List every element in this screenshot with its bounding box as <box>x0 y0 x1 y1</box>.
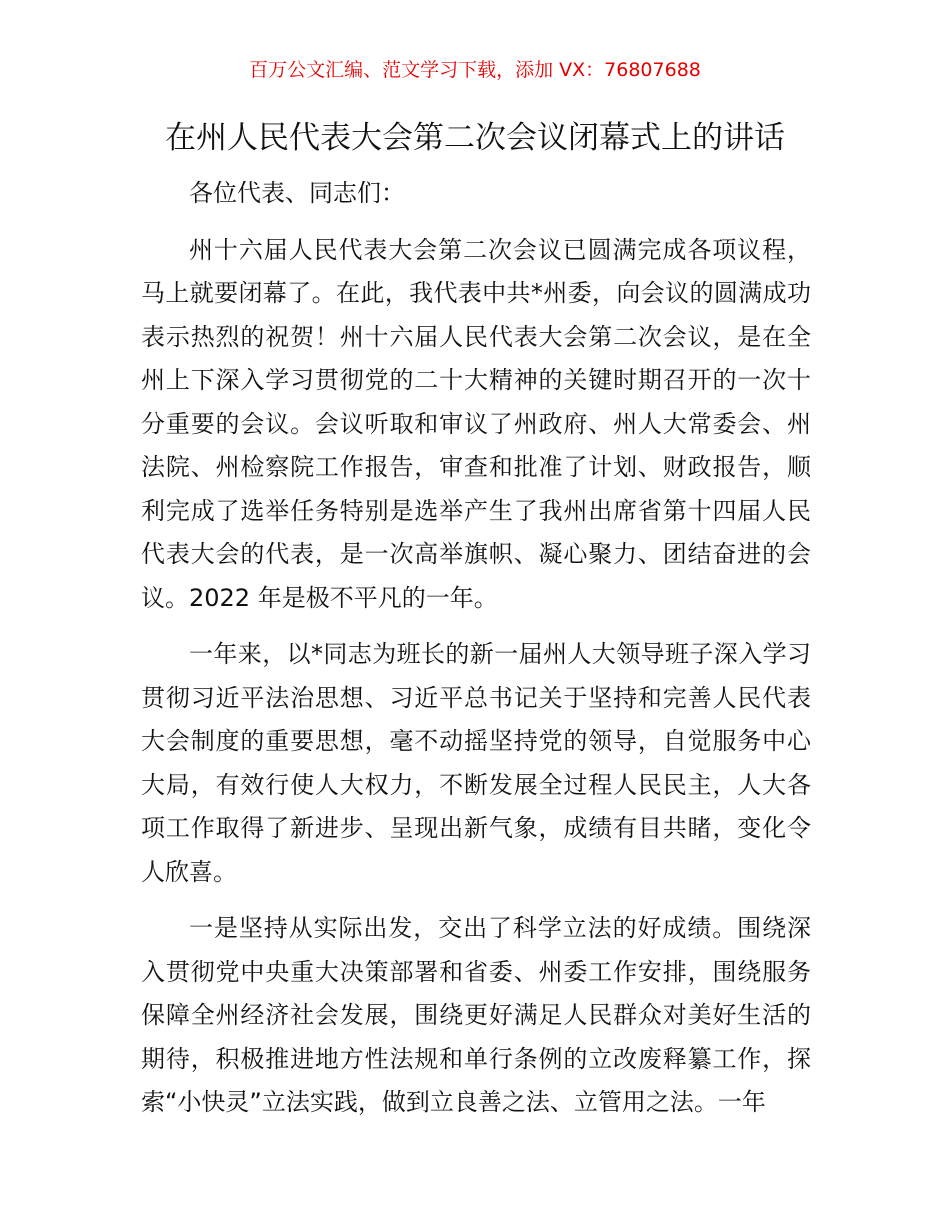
document-title: 在州人民代表大会第二次会议闭幕式上的讲话 <box>165 120 785 156</box>
body-paragraph: 州十六届人民代表大会第二次会议已圆满完成各项议程，马上就要闭幕了。在此，我代表中共*州委，向会议的圆满成功表示热烈的祝贺！州十六届人民代表大会第二次会议，是在全州上下深入学习贯彻党的二十大精神的关键时期召开的一次十分重要的会议。会议听取和审议了州政府、州人大常委会、州法院、州检察院工作报告，审查和批准了计划、财政报告，顺利完成了选举任务特别是选举产生了我州出席省第十四届人民代表大会的代表，是一次高举旗帜、凝心聚力、团结奋进的会议。2022 年是极不平凡的一年。 <box>141 235 811 612</box>
watermark-banner: 百万公文汇编、范文学习下载，添加 VX：76807688 <box>249 59 701 81</box>
document-body <box>141 172 811 1125</box>
salutation-paragraph: 各位代表、同志们： <box>189 179 405 207</box>
body-paragraph: 一是坚持从实际出发，交出了科学立法的好成绩。围绕深入贯彻党中央重大决策部署和省委、州委工作安排，围绕服务保障全州经济社会发展，围绕更好满足人民群众对美好生活的期待，积极推进地方性法规和单行条例的立改废释纂工作，探索“小快灵”立法实践，做到立良善之法、立管用之法。一年 <box>141 914 811 1116</box>
body-paragraph: 一年来，以*同志为班长的新一届州人大领导班子深入学习贯彻习近平法治思想、习近平总书记关于坚持和完善人民代表大会制度的重要思想，毫不动摇坚持党的领导，自觉服务中心大局，有效行使人大权力，不断发展全过程人民民主，人大各项工作取得了新进步、呈现出新气象，成绩有目共睹，变化令人欣喜。 <box>141 640 811 886</box>
